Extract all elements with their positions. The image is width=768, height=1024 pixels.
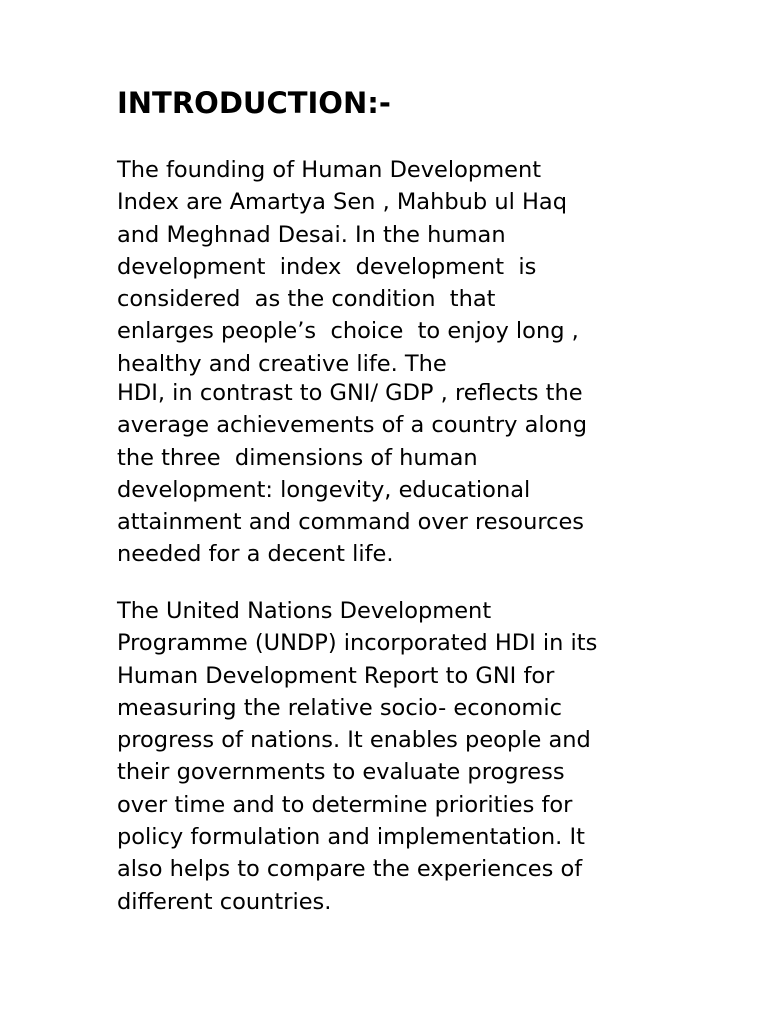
text-line: policy formulation and implementation. It (117, 824, 585, 851)
text-line: attainment and command over resources (117, 509, 585, 536)
text-line: Programme (UNDP) incorporated HDI in its (117, 630, 598, 657)
paragraph-undp (117, 595, 597, 918)
text-line: different countries. (117, 888, 332, 915)
page-heading: INTRODUCTION:- (117, 86, 391, 120)
text-line: The founding of Human Development (117, 157, 542, 183)
text-line: their governments to evaluate progress (117, 759, 565, 786)
text-line: Human Development Report to GNI for (117, 662, 555, 689)
text-line: needed for a decent life. (117, 541, 394, 568)
text-line: healthy and creative life. The (117, 350, 447, 377)
text-line: The United Nations Development (117, 598, 492, 624)
text-line: development index development is (117, 253, 537, 280)
text-line: considered as the condition that (117, 286, 496, 313)
text-line: and Meghnad Desai. In the human (117, 221, 506, 248)
text-line: also helps to compare the experiences of (117, 856, 583, 883)
text-line: over time and to determine priorities for (117, 791, 573, 818)
text-line: development: longevity, educational (117, 476, 531, 503)
text-line: the three dimensions of human (117, 444, 478, 471)
text-line: measuring the relative socio- economic (117, 694, 562, 721)
paragraph-hdi-dimensions (117, 377, 587, 571)
text-line: Index are Amartya Sen , Mahbub ul Haq (117, 189, 567, 216)
text-line: HDI, in contrast to GNI/ GDP , reflects the (117, 380, 583, 406)
text-line: progress of nations. It enables people and (117, 727, 591, 754)
text-line: enlarges people’s choice to enjoy long , (117, 318, 579, 345)
text-line: average achievements of a country along (117, 412, 587, 439)
paragraph-hdi-founders (117, 154, 579, 380)
